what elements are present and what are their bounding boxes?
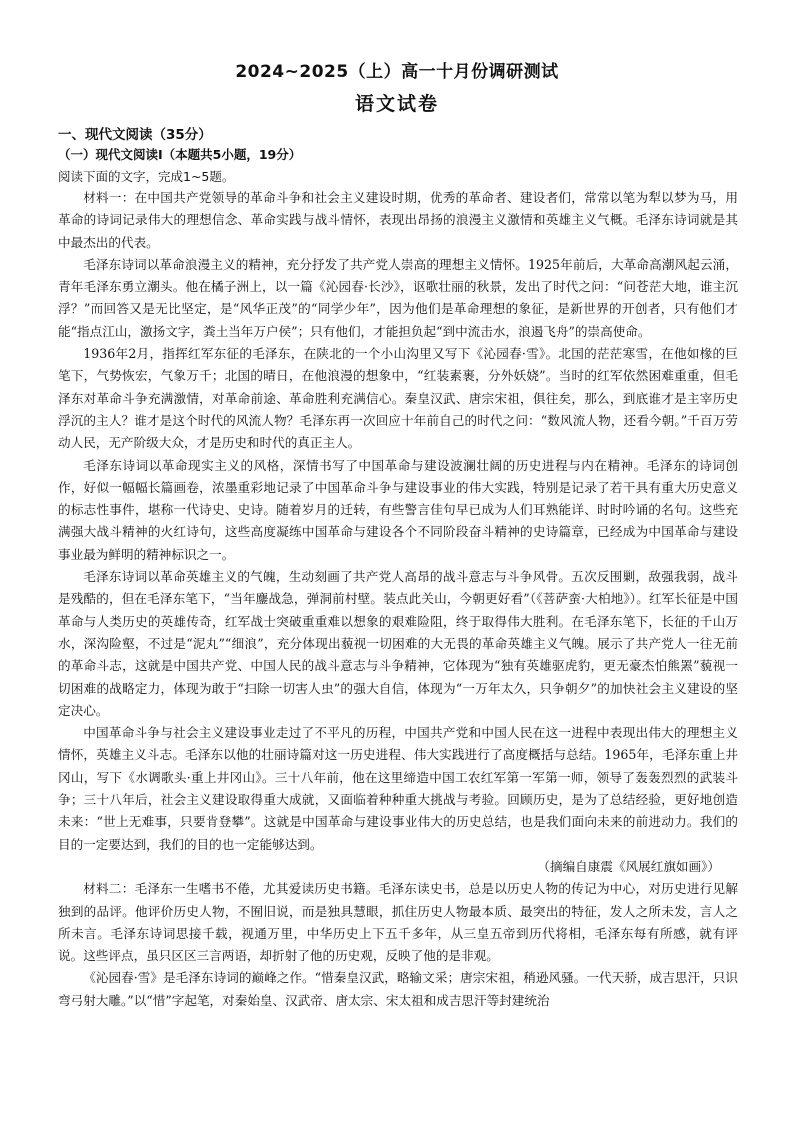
paragraph-realism: 毛泽东诗词以革命现实主义的风格，深情书写了中国革命与建设波澜壮阔的历史进程与内在精神。毛泽东的诗词创作，好似一幅幅长篇画卷，浓墨重彩地记录了中国革命斗争与建设事业的伟大实践，特别是记录了若干具有重大历史意义的标志性事件，堪称一代诗史、史诗。随着岁月的迁转，有些警言佳句早已成为人们耳熟能详、时时吟诵的名句。这些充满强大战斗精神的火红诗句，这些高度凝练中国革命与建设各个不同阶段奋斗精神的史诗篇章，已经成为中国革命与建设事业最为鲜明的精神标识之一。 bbox=[58, 457, 738, 562]
paragraph-material-one-intro: 材料一：在中国共产党领导的革命斗争和社会主义建设时期，优秀的革命者、建设者们，常常以笔为犁以梦为马，用革命的诗词记录伟大的理想信念、革命实践与战斗情怀，表现出昂扬的浪漫主义激情和英雄主义气概。毛泽东诗词就是其中最杰出的代表。 bbox=[58, 190, 738, 250]
section-heading: 一、现代文阅读（35分） bbox=[58, 127, 212, 143]
paragraph-material-two: 材料二：毛泽东一生嗜书不倦，尤其爱读历史书籍。毛泽东读史书，总是以历史人物的传记为中心，对历史进行见解独到的品评。他评价历史人物，不囿旧说，而是独具慧眼，抓住历史人物最本质、最突出的特征，发人之所未发，言人之所未言。毛泽东诗词思接千载，视通万里，中华历史上下五千多年，从三皇五帝到历代将相，毛泽东每有所感，就有评说。这些评点，虽只区区三言两语，却折射了他的历史观，反映了他的是非观。 bbox=[58, 881, 738, 964]
paragraph-heroism: 毛泽东诗词以革命英雄主义的气魄，生动刻画了共产党人高昂的战斗意志与斗争风骨。五次反围剿，敌强我弱，战斗是残酷的，但在毛泽东笔下，“当年鏖战急，弹洞前村壁。装点此关山，今朝更好看”（《菩萨蛮·大柏地》）。红军长征是中国革命与人类历史的英雄传奇，红军战士突破重重难以想象的艰难险阻，终于取得伟大胜利。在毛泽东笔下，长征的千山万水，深沟险壑，不过是“泥丸”“细浪”，充分体现出藐视一切困难的大无畏的革命英雄主义气魄。展示了共产党人一往无前的革命斗志，这就是中国共产党、中国人民的战斗意志与斗争精神，它体现为“独有英雄驱虎豹，更无豪杰怕熊罴”藐视一切困难的战略定力，体现为敢于“扫除一切害人虫”的强大自信，体现为“一万年太久，只争朝夕”的加快社会主义建设的坚定决心。 bbox=[58, 569, 738, 718]
paragraph-romanticism: 毛泽东诗词以革命浪漫主义的精神，充分抒发了共产党人崇高的理想主义情怀。1925年前后，大革命高潮风起云涌，青年毛泽东勇立潮头。他在橘子洲上，以一篇《沁园春·长沙》，讴歌壮丽的秋景，发出了时代之问：“问苍茫大地，谁主沉浮？”而回答又是无比坚定，是“风华正茂”的“同学少年”，因为他们是革命理想的象征，是新世界的开创者，只有他们才能“指点江山，激扬文字，粪土当年万户侯”；只有他们，才能担负起“到中流击水，浪遏飞舟”的崇高使命。 bbox=[58, 256, 738, 339]
section-subheading: （一）现代文阅读Ⅰ（本题共5小题，19分） bbox=[58, 147, 302, 162]
exam-title: 2024~2025（上）高一十月份调研测试 bbox=[235, 62, 559, 82]
reading-instruction: 阅读下面的文字，完成1~5题。 bbox=[58, 169, 235, 184]
exam-subtitle: 语文试卷 bbox=[354, 93, 439, 115]
paragraph-qinyuanchun: 《沁园春·雪》是毛泽东诗词的巅峰之作。“惜秦皇汉武，略输文采；唐宗宋祖，稍逊风骚。一代天骄，成吉思汗，只识弯弓射大雕。”以“惜”字起笔，对秦始皇、汉武帝、唐太宗、宋太祖和成吉思汗等封建统治 bbox=[58, 970, 738, 1008]
source-citation: （摘编自康震《风展红旗如画》） bbox=[537, 858, 720, 874]
paragraph-snow-poem: 1936年2月，指挥红军东征的毛泽东，在陕北的一个小山沟里又写下《沁园春·雪》。北国的茫茫寒雪，在他如椽的巨笔下，气势恢宏，气象万千；北国的晴日，在他浪漫的想象中，“红装素裹，分外妖娆”。当时的红军依然困难重重，但毛泽东对革命斗争充满激情，对革命前途、革命胜利充满信心。秦皇汉武、唐宗宋祖，俱往矣，那么，到底谁才是主宰历史浮沉的主人？谁才是这个时代的风流人物？毛泽东再一次回应十年前自己的时代之问：“数风流人物，还看今朝。”千百万劳动人民，无产阶级大众，才是历史和时代的真正主人。 bbox=[58, 346, 738, 451]
paragraph-history-summary: 中国革命斗争与社会主义建设事业走过了不平凡的历程，中国共产党和中国人民在这一进程中表现出伟大的理想主义情怀，英雄主义斗志。毛泽东以他的壮丽诗篇对这一历史进程、伟大实践进行了高度概括与总结。1965年，毛泽东重上井冈山，写下《水调歌头·重上井冈山》。三十八年前，他在这里缔造中国工农红军第一军第一师，领导了轰轰烈烈的武装斗争；三十八年后，社会主义建设取得重大成就，又面临着种种重大挑战与考验。回顾历史，是为了总结经验，更好地创造未来：“世上无难事，只要肯登攀”。这就是中国革命与建设事业伟大的历史总结，也是我们面向未来的前进动力。我们的目的一定要达到，我们的目的也一定能够达到。 bbox=[58, 725, 738, 852]
reading-passage bbox=[58, 187, 738, 1012]
